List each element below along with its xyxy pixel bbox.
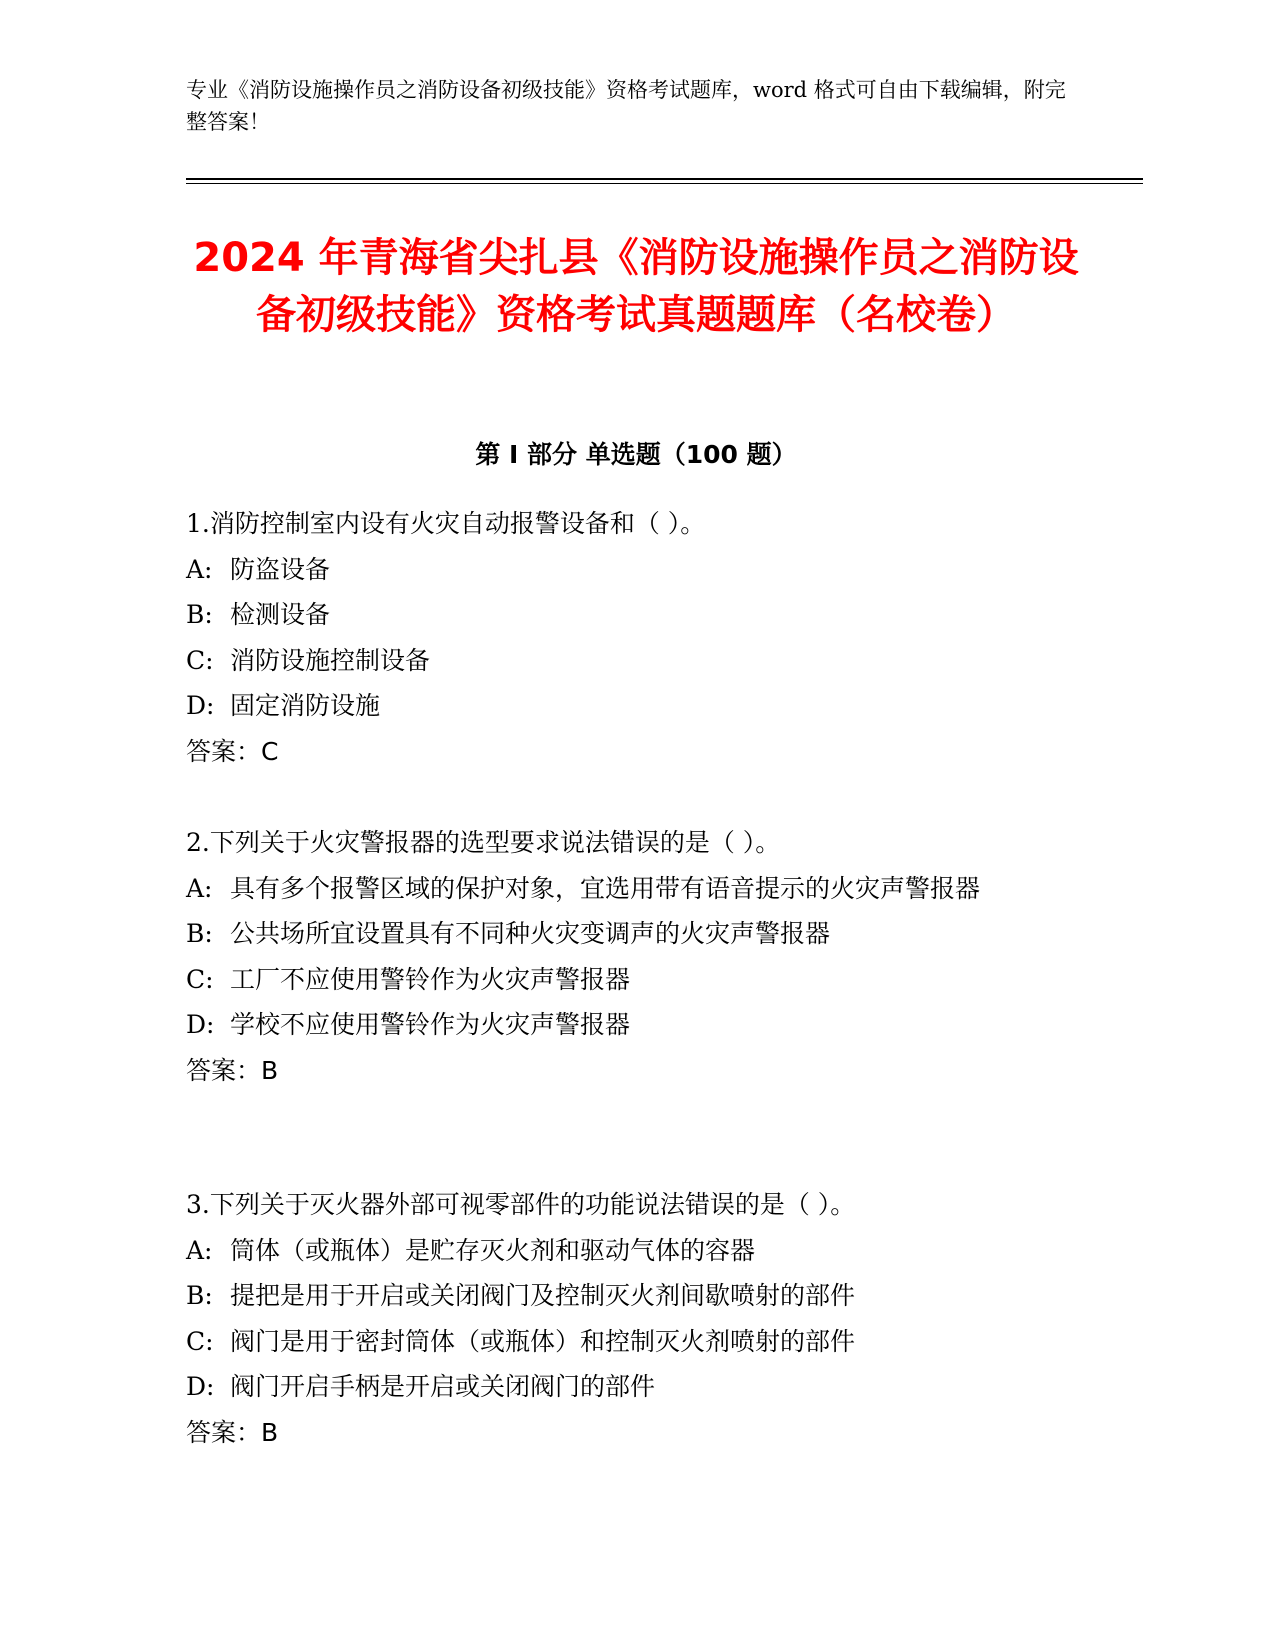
option-b xyxy=(186,911,1086,957)
option-c xyxy=(186,1319,1086,1365)
option-key: A: xyxy=(186,554,213,584)
option-text: 筒体（或瓶体）是贮存灭火剂和驱动气体的容器 xyxy=(230,1235,756,1265)
header-divider-thin xyxy=(186,183,1143,184)
option-d xyxy=(186,683,1086,729)
question-1 xyxy=(186,501,1086,774)
option-text: 阀门是用于密封筒体（或瓶体）和控制灭火剂喷射的部件 xyxy=(230,1326,856,1356)
option-key: A: xyxy=(186,873,213,903)
option-key: C: xyxy=(186,645,214,675)
answer-line: 答案：B xyxy=(186,1417,279,1447)
option-key: C: xyxy=(186,1326,214,1356)
option-key: C: xyxy=(186,964,214,994)
option-text: 消防设施控制设备 xyxy=(230,645,431,675)
option-key: D: xyxy=(186,691,215,720)
answer-line: 答案：C xyxy=(186,736,279,766)
option-text: 工厂不应使用警铃作为火灾声警报器 xyxy=(230,964,631,994)
option-a xyxy=(186,1228,1086,1274)
section-heading: 第 I 部分 单选题（100 题） xyxy=(475,440,797,469)
question-text: 1.消防控制室内设有火灾自动报警设备和（ ）。 xyxy=(186,509,706,538)
question-text: 2.下列关于火灾警报器的选型要求说法错误的是（ ）。 xyxy=(186,828,781,857)
option-key: B: xyxy=(186,600,213,629)
option-d xyxy=(186,1364,1086,1410)
option-key: A: xyxy=(186,1235,213,1265)
question-text: 3.下列关于灭火器外部可视零部件的功能说法错误的是（ ）。 xyxy=(186,1190,856,1219)
option-text: 具有多个报警区域的保护对象，宜选用带有语音提示的火灾声警报器 xyxy=(230,873,981,903)
option-a xyxy=(186,547,1086,593)
answer-line: 答案：B xyxy=(186,1055,279,1085)
option-text: 提把是用于开启或关闭阀门及控制灭火剂间歇喷射的部件 xyxy=(230,1281,856,1310)
option-key: D: xyxy=(186,1010,215,1039)
header-note: 专业《消防设施操作员之消防设备初级技能》资格考试题库，word 格式可自由下载编辑，附完整答案！ xyxy=(186,78,1066,134)
option-text: 检测设备 xyxy=(230,600,331,629)
option-a xyxy=(186,866,1086,912)
option-key: B: xyxy=(186,1281,213,1310)
option-c xyxy=(186,957,1086,1003)
option-b xyxy=(186,1273,1086,1319)
option-key: B: xyxy=(186,919,213,948)
option-text: 固定消防设施 xyxy=(230,691,381,720)
header-divider-thick xyxy=(186,178,1143,180)
question-2 xyxy=(186,820,1086,1093)
option-c xyxy=(186,638,1086,684)
option-text: 防盗设备 xyxy=(230,554,331,584)
option-d xyxy=(186,1002,1086,1048)
question-3 xyxy=(186,1182,1086,1455)
option-text: 学校不应使用警铃作为火灾声警报器 xyxy=(230,1010,631,1039)
document-title: 2024 年青海省尖扎县《消防设施操作员之消防设备初级技能》资格考试真题题库（名校卷） xyxy=(193,235,1079,338)
option-key: D: xyxy=(186,1372,215,1401)
option-b xyxy=(186,592,1086,638)
option-text: 公共场所宜设置具有不同种火灾变调声的火灾声警报器 xyxy=(230,919,831,948)
option-text: 阀门开启手柄是开启或关闭阀门的部件 xyxy=(230,1372,656,1401)
